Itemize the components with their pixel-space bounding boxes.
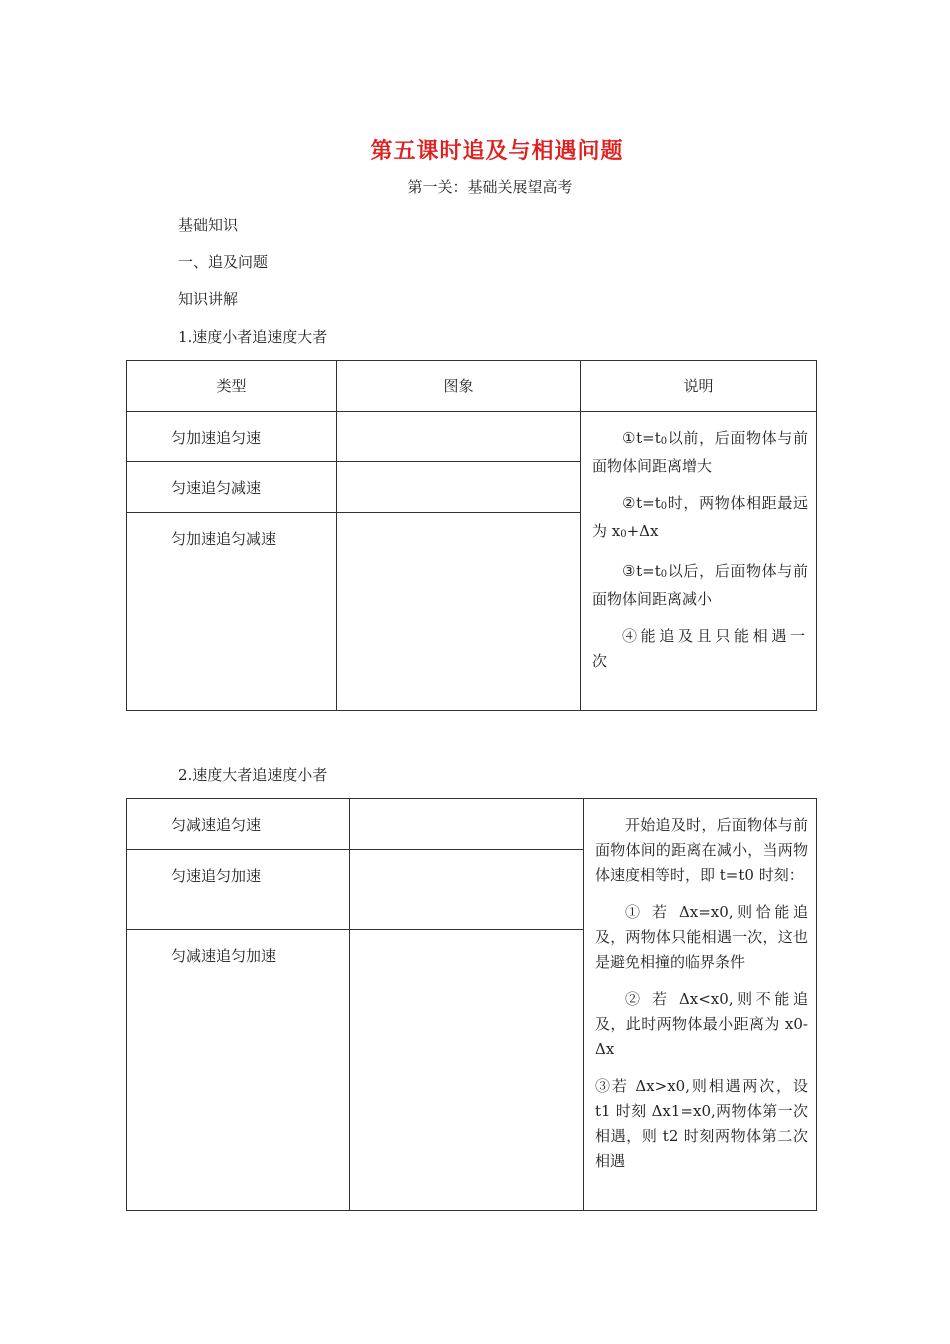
heading-lecture: 知识讲解 [178, 290, 239, 308]
note-cell [581, 412, 817, 711]
graph-cell [337, 412, 581, 462]
graph-cell [337, 513, 581, 711]
heading-chase-problems: 一、追及问题 [178, 253, 269, 271]
heading-case-1: 1.速度小者追速度大者 [178, 328, 328, 346]
note-item-1: $①t=t_0$以前，后面物体与前面物体间距离增大 [592, 429, 808, 475]
note-case-1: ① 若 Δx=x0,则恰能追及，两物体只能相遇一次，这也是避免相撞的临界条件 [595, 903, 808, 971]
table-row-type: 匀加速追匀速 [127, 412, 337, 462]
graph-cell [337, 462, 581, 513]
table-case-1 [126, 360, 817, 711]
table-case-2 [126, 798, 817, 1211]
graph-cell [350, 850, 584, 930]
note-cell [584, 799, 817, 1211]
heading-case-2: 2.速度大者追速度小者 [178, 766, 328, 784]
table-row-type: 匀速追匀加速 [127, 850, 350, 930]
header-type: 类型 [127, 361, 337, 412]
note-item-3: $③t=t_0$以后，后面物体与前面物体间距离减小 [592, 562, 808, 608]
table-row-type: 匀加速追匀减速 [127, 513, 337, 711]
note-item-2: $②t=t_0$时，两物体相距最远为 $x_0+\Delta x$ [592, 494, 808, 540]
graph-cell [350, 799, 584, 850]
note-case-2: ② 若 Δx<x0,则不能追及，此时两物体最小距离为 x0-Δx [595, 990, 808, 1058]
note-case-3: ③若 Δx>x0,则相遇两次，设 t1 时刻 Δx1=x0,两物体第一次相遇，则 t2 时刻两物体第二次相遇 [595, 1077, 808, 1170]
page-title: 第五课时追及与相遇问题 [370, 138, 624, 164]
table-row-type: 匀减速追匀加速 [127, 930, 350, 1211]
heading-basic-knowledge: 基础知识 [178, 216, 239, 234]
subtitle: 第一关：基础关展望高考 [407, 178, 573, 196]
table-row-type: 匀减速追匀速 [127, 799, 350, 850]
note-item-4: ④能追及且只能相遇一次 [592, 627, 808, 670]
header-note: 说明 [581, 361, 817, 412]
note-intro: 开始追及时，后面物体与前面物体间的距离在减小，当两物体速度相等时，即 t=t0 时刻： [595, 816, 808, 884]
graph-cell [350, 930, 584, 1211]
header-graph: 图象 [337, 361, 581, 412]
table-row-type: 匀速追匀减速 [127, 462, 337, 513]
